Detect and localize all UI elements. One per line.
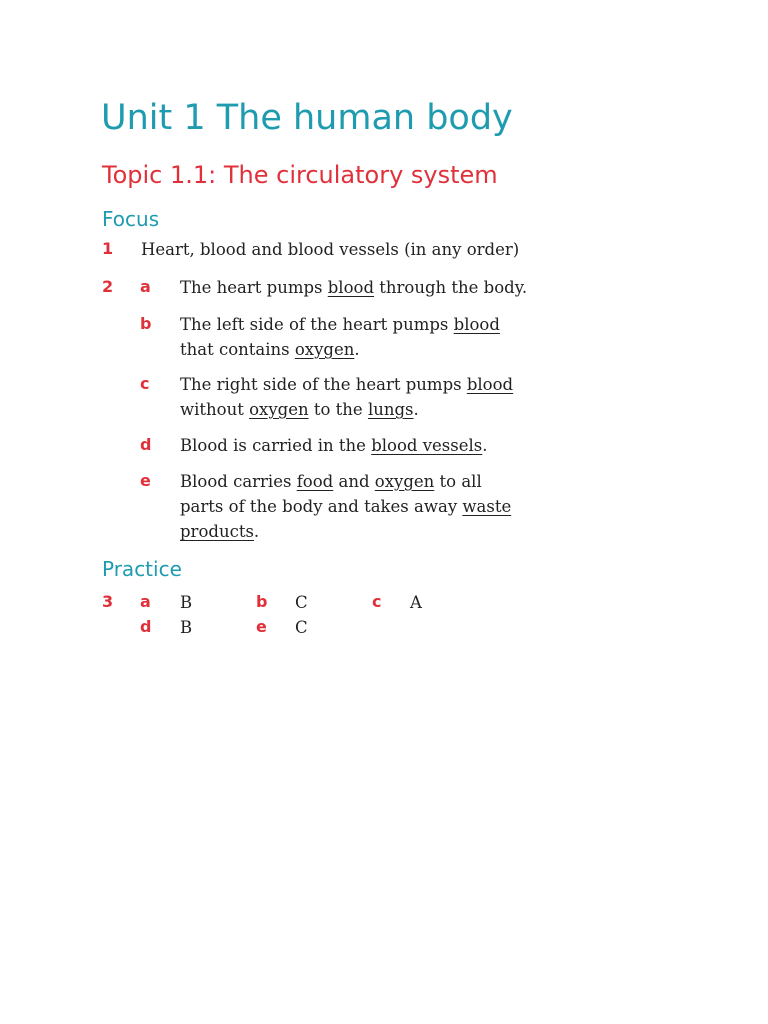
- sub-label-3e: e: [256, 617, 267, 636]
- text-segment: to all: [434, 472, 482, 491]
- sub-label-2a: a: [140, 277, 151, 296]
- underlined-answer: oxygen: [374, 472, 435, 491]
- underlined-answer: blood: [453, 315, 500, 334]
- sub-label-2b: b: [140, 314, 152, 333]
- text-segment: without: [180, 400, 250, 419]
- answer-2c-line2: [180, 397, 419, 422]
- question-number-2: 2: [102, 277, 114, 296]
- sub-label-3a: a: [140, 592, 151, 611]
- text-segment: .: [253, 522, 260, 541]
- text-segment: The heart pumps: [180, 278, 328, 297]
- answer-3a: B: [180, 593, 193, 612]
- answer-2e-line1: [180, 469, 482, 494]
- answer-2e-line2: [180, 494, 511, 519]
- text-segment: .: [413, 400, 419, 419]
- answer-3e: C: [295, 618, 308, 637]
- sub-label-2c: c: [140, 374, 150, 393]
- sub-label-3d: d: [140, 617, 152, 636]
- sub-label-2d: d: [140, 435, 152, 454]
- focus-heading: Focus: [102, 207, 160, 231]
- answer-1-text: Heart, blood and blood vessels (in any order): [141, 240, 520, 259]
- answer-3b: C: [295, 593, 308, 612]
- underlined-answer: oxygen: [249, 400, 309, 419]
- underlined-answer: food: [296, 472, 334, 491]
- answer-2e-line3: [180, 519, 259, 544]
- text-segment: Blood carries: [180, 472, 297, 491]
- text-segment: through the body.: [374, 278, 528, 297]
- topic-title: Topic 1.1: The circulatory system: [102, 161, 498, 189]
- answer-2c-line1: [180, 372, 513, 397]
- sub-label-2e: e: [140, 471, 151, 490]
- sub-label-3c: c: [372, 592, 382, 611]
- practice-heading: Practice: [102, 557, 182, 581]
- answer-2a-text: [180, 275, 527, 300]
- underlined-answer: products: [180, 522, 254, 541]
- text-segment: .: [482, 436, 488, 455]
- underlined-answer: blood vessels: [371, 436, 483, 455]
- text-segment: The right side of the heart pumps: [180, 375, 467, 394]
- underlined-answer: waste: [462, 497, 512, 516]
- question-number-3: 3: [102, 592, 114, 611]
- question-number-1: 1: [102, 239, 114, 258]
- text-segment: parts of the body and takes away: [180, 497, 463, 516]
- unit-title: Unit 1 The human body: [101, 98, 513, 138]
- answer-3c: A: [410, 593, 422, 612]
- answer-2b-line2: [180, 337, 360, 362]
- text-segment: The left side of the heart pumps: [180, 315, 454, 334]
- text-segment: Blood is carried in the: [180, 436, 372, 455]
- answer-3d: B: [180, 618, 193, 637]
- answer-2d-text: [180, 433, 487, 458]
- text-segment: and: [333, 472, 375, 491]
- underlined-answer: blood: [466, 375, 514, 394]
- text-segment: to the: [308, 400, 368, 419]
- answer-2b-line1: [180, 312, 500, 337]
- underlined-answer: blood: [327, 278, 375, 297]
- underlined-answer: lungs: [367, 400, 414, 419]
- underlined-answer: oxygen: [294, 340, 355, 359]
- sub-label-3b: b: [256, 592, 268, 611]
- text-segment: that contains: [180, 340, 295, 359]
- text-segment: .: [354, 340, 360, 359]
